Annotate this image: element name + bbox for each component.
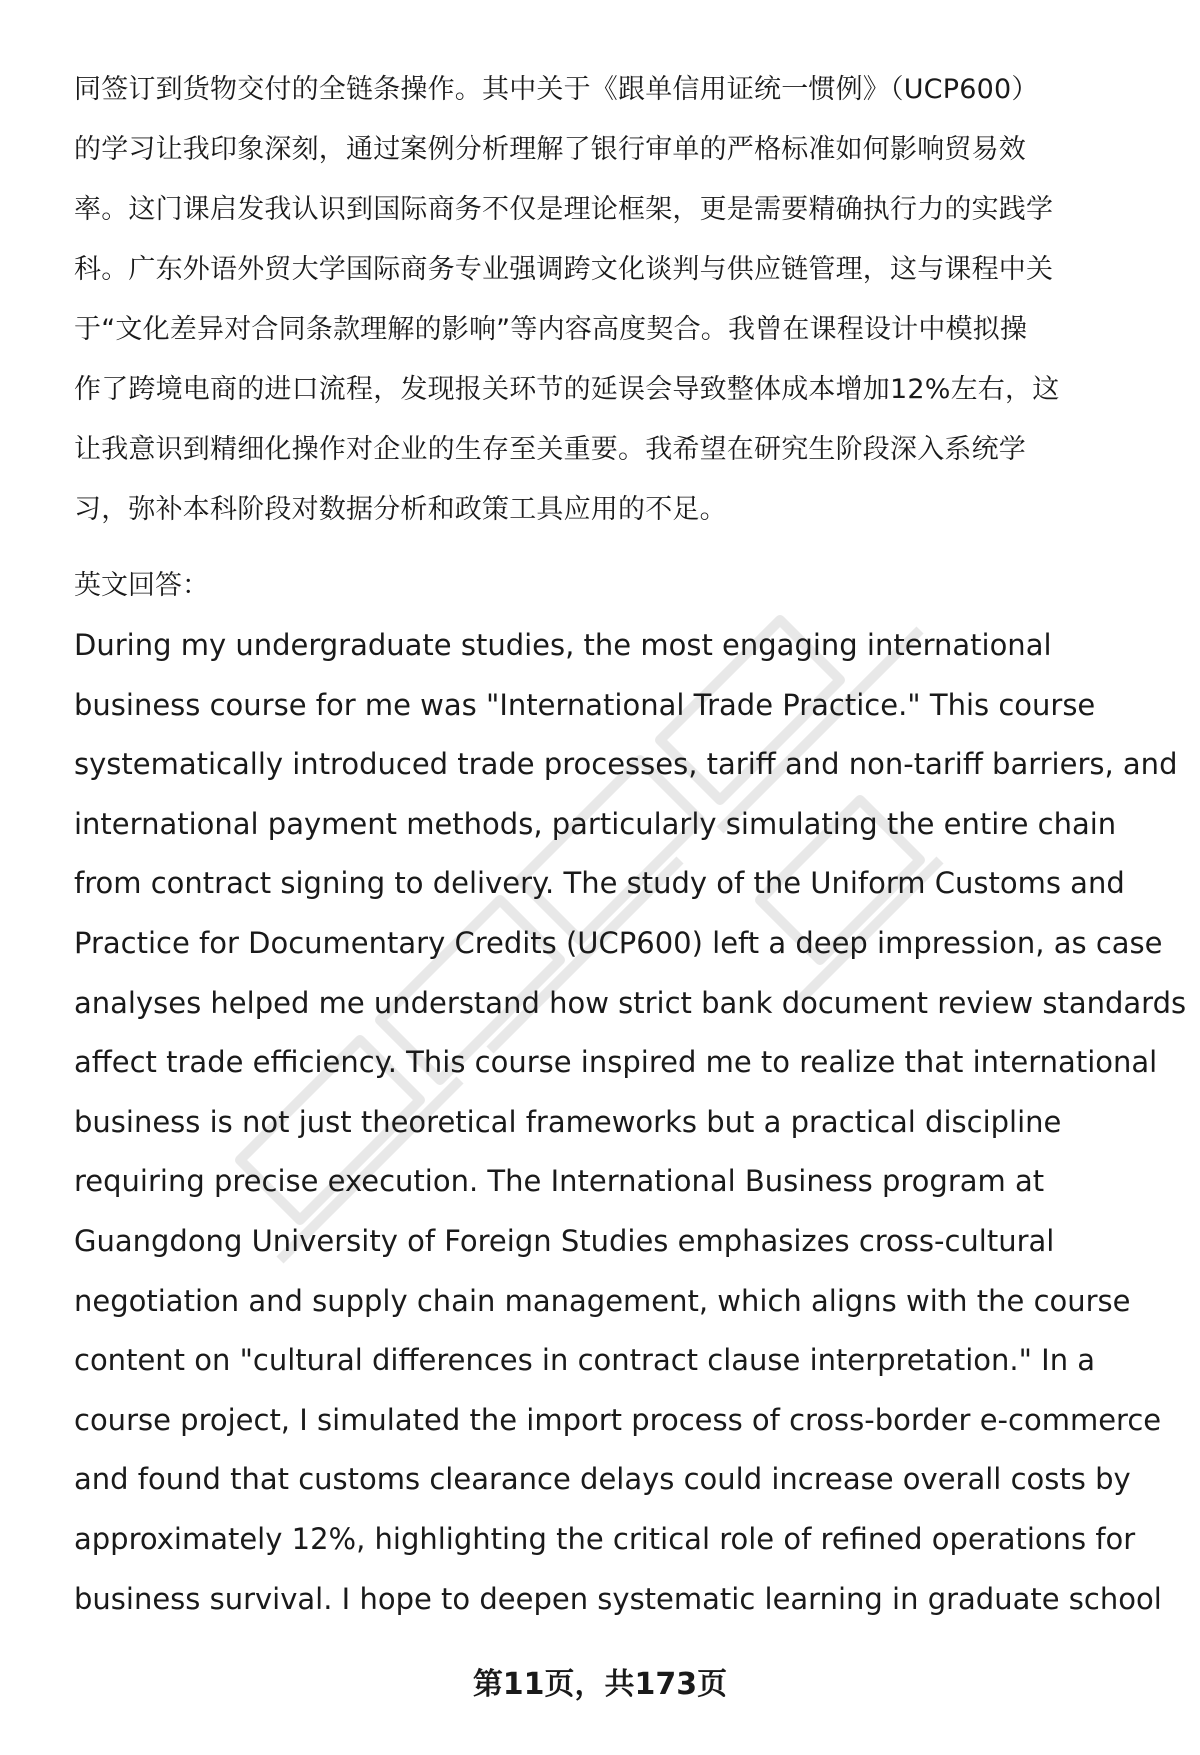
text-line: business is not just theoretical frameworks but a practical discipline bbox=[74, 1104, 1062, 1139]
text-line: systematically introduced trade processes, tariff and non-tariff barriers, and bbox=[74, 747, 1178, 782]
text-line: 的学习让我印象深刻，通过案例分析理解了银行审单的严格标准如何影响贸易效 bbox=[74, 134, 1026, 165]
text-line: Guangdong University of Foreign Studies emphasizes cross-cultural bbox=[74, 1223, 1055, 1258]
page-number-footer: 第11页，共173页 bbox=[472, 1667, 728, 1702]
text-line: affect trade efficiency. This course inspired me to realize that international bbox=[74, 1045, 1158, 1080]
page-content bbox=[74, 60, 1187, 1629]
text-line: content on "cultural differences in contract clause interpretation." In a bbox=[74, 1343, 1096, 1378]
text-line: requiring precise execution. The International Business program at bbox=[74, 1164, 1045, 1199]
text-line: analyses helped me understand how strict bank document review standards bbox=[74, 985, 1187, 1020]
text-line: 科。广东外语外贸大学国际商务专业强调跨文化谈判与供应链管理，这与课程中关 bbox=[74, 254, 1054, 285]
chinese-answer-paragraph bbox=[74, 60, 1164, 540]
text-line: During my undergraduate studies, the most engaging international bbox=[74, 628, 1052, 662]
text-line: Practice for Documentary Credits (UCP600) left a deep impression, as case bbox=[74, 925, 1163, 960]
text-line: 于“文化差异对合同条款理解的影响”等内容高度契合。我曾在课程设计中模拟操 bbox=[74, 314, 1028, 345]
text-line: 习，弥补本科阶段对数据分析和政策工具应用的不足。 bbox=[74, 494, 727, 525]
english-answer-label: 英文回答： bbox=[74, 570, 209, 601]
english-answer-paragraph bbox=[74, 616, 1187, 1629]
text-line: 让我意识到精细化操作对企业的生存至关重要。我希望在研究生阶段深入系统学 bbox=[74, 434, 1026, 465]
text-line: from contract signing to delivery. The study of the Uniform Customs and bbox=[74, 866, 1125, 901]
text-line: negotiation and supply chain management, which aligns with the course bbox=[74, 1283, 1131, 1318]
text-line: business survival. I hope to deepen systematic learning in graduate school bbox=[74, 1581, 1162, 1616]
text-line: international payment methods, particularly simulating the entire chain bbox=[74, 806, 1117, 841]
text-line: approximately 12%, highlighting the critical role of refined operations for bbox=[74, 1521, 1136, 1556]
text-line: and found that customs clearance delays could increase overall costs by bbox=[74, 1462, 1131, 1497]
text-line: 作了跨境电商的进口流程，发现报关环节的延误会导致整体成本增加12%左右，这 bbox=[74, 374, 1060, 405]
text-line: business course for me was "International Trade Practice." This course bbox=[74, 687, 1096, 722]
text-line: 率。这门课启发我认识到国际商务不仅是理论框架，更是需要精确执行力的实践学 bbox=[74, 194, 1054, 225]
text-line: course project, I simulated the import process of cross-border e-commerce bbox=[74, 1402, 1162, 1437]
text-line: 同签订到货物交付的全链条操作。其中关于《跟单信用证统一惯例》（UCP600） bbox=[74, 74, 1039, 105]
